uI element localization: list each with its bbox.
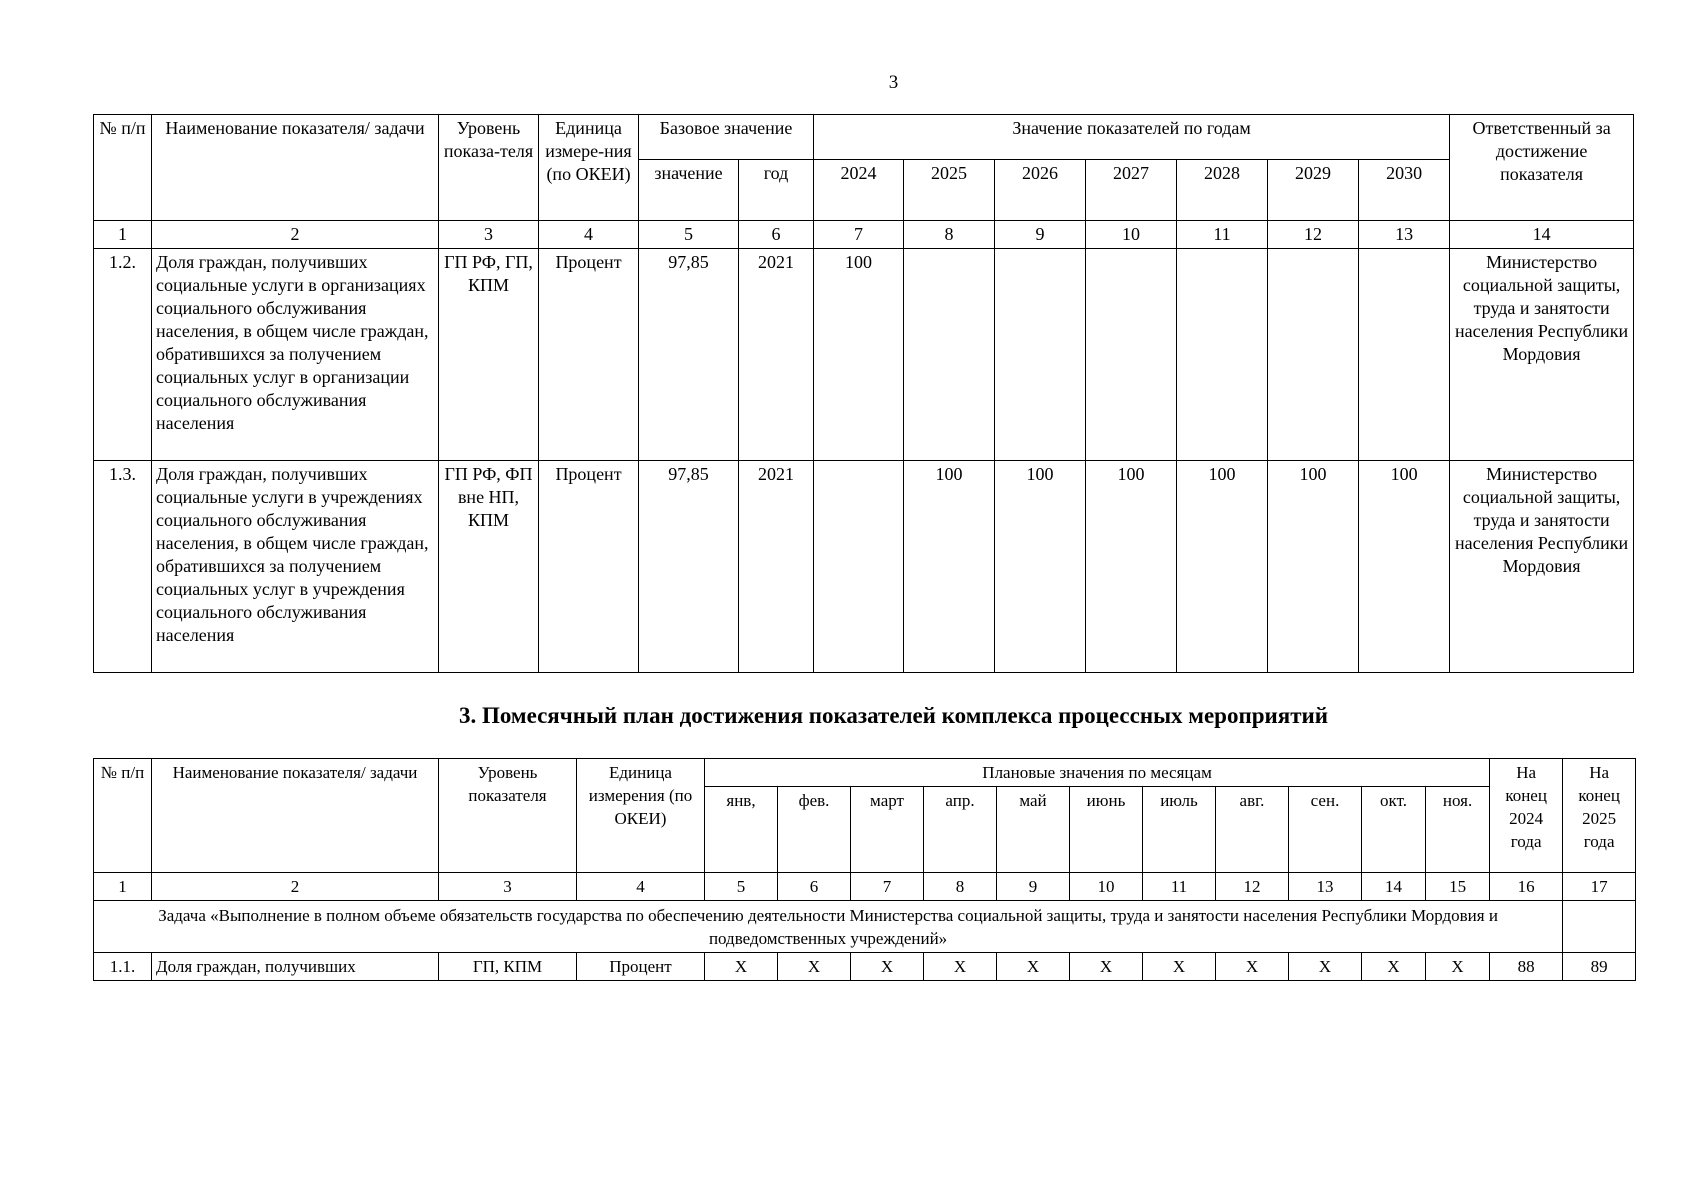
monthly-plan-table bbox=[93, 758, 1636, 981]
header-year: 2029 bbox=[1268, 160, 1359, 221]
column-number: 1 bbox=[94, 873, 152, 901]
header-unit: Единица измерения (по ОКЕИ) bbox=[577, 759, 705, 873]
row-unit: Процент bbox=[539, 249, 639, 461]
row-month-value: X bbox=[705, 953, 778, 981]
row-month-value: X bbox=[778, 953, 851, 981]
table-row bbox=[94, 953, 1636, 981]
header-month: июль bbox=[1143, 787, 1216, 873]
task-title: Задача «Выполнение в полном объеме обязательств государства по обеспечению деятельности Министерства социальной защиты, труда и занятости населения Республики Мордовия и подведомственных учреждений» bbox=[94, 901, 1563, 953]
section-title: 3. Помесячный план достижения показателей комплекса процессных мероприятий bbox=[458, 703, 1329, 728]
column-numbers-row bbox=[94, 221, 1634, 249]
task-row bbox=[94, 901, 1636, 953]
header-year: 2030 bbox=[1359, 160, 1450, 221]
row-month-value: X bbox=[1070, 953, 1143, 981]
row-month-value: X bbox=[924, 953, 997, 981]
indicators-by-year-table bbox=[93, 114, 1634, 673]
row-year-value bbox=[904, 249, 995, 461]
header-num: № п/п bbox=[94, 115, 152, 221]
row-num: 1.2. bbox=[94, 249, 152, 461]
column-number: 7 bbox=[814, 221, 904, 249]
header-end-2024: На конец 2024 года bbox=[1490, 759, 1563, 873]
header-month: март bbox=[851, 787, 924, 873]
row-base-year: 2021 bbox=[739, 249, 814, 461]
column-number: 3 bbox=[439, 221, 539, 249]
column-number: 4 bbox=[539, 221, 639, 249]
column-number: 9 bbox=[995, 221, 1086, 249]
row-base-value: 97,85 bbox=[639, 249, 739, 461]
column-number: 11 bbox=[1143, 873, 1216, 901]
row-month-value: X bbox=[1143, 953, 1216, 981]
column-number: 11 bbox=[1177, 221, 1268, 249]
header-level: Уровень показа-теля bbox=[439, 115, 539, 221]
header-by-years: Значение показателей по годам bbox=[814, 115, 1450, 160]
column-number: 16 bbox=[1490, 873, 1563, 901]
header-base-year: год bbox=[739, 160, 814, 221]
header-name: Наименование показателя/ задачи bbox=[152, 759, 439, 873]
row-end-2025: 89 bbox=[1563, 953, 1636, 981]
header-month: фев. bbox=[778, 787, 851, 873]
header-month: авг. bbox=[1216, 787, 1289, 873]
row-year-value: 100 bbox=[1359, 461, 1450, 673]
header-year: 2025 bbox=[904, 160, 995, 221]
column-number: 9 bbox=[997, 873, 1070, 901]
column-number: 12 bbox=[1216, 873, 1289, 901]
row-num: 1.3. bbox=[94, 461, 152, 673]
column-number: 8 bbox=[924, 873, 997, 901]
table-row bbox=[94, 249, 1634, 461]
row-num: 1.1. bbox=[94, 953, 152, 981]
column-number: 4 bbox=[577, 873, 705, 901]
row-base-year: 2021 bbox=[739, 461, 814, 673]
header-name: Наименование показателя/ задачи bbox=[152, 115, 439, 221]
header-month: сен. bbox=[1289, 787, 1362, 873]
row-end-2024: 88 bbox=[1490, 953, 1563, 981]
header-unit: Единица измере-ния (по ОКЕИ) bbox=[539, 115, 639, 221]
row-level: ГП, КПМ bbox=[439, 953, 577, 981]
row-year-value bbox=[1086, 249, 1177, 461]
column-number: 17 bbox=[1563, 873, 1636, 901]
column-number: 8 bbox=[904, 221, 995, 249]
header-year: 2027 bbox=[1086, 160, 1177, 221]
header-month: апр. bbox=[924, 787, 997, 873]
header-year: 2028 bbox=[1177, 160, 1268, 221]
header-month: ноя. bbox=[1426, 787, 1490, 873]
row-year-value: 100 bbox=[1177, 461, 1268, 673]
column-number: 12 bbox=[1268, 221, 1359, 249]
row-name: Доля граждан, получивших социальные услуги в организациях социального обслуживания населения, в общем числе граждан, обратившихся за получением социальных услуг в организации социального обслуживания населения bbox=[152, 249, 439, 461]
header-month: июнь bbox=[1070, 787, 1143, 873]
row-responsible: Министерство социальной защиты, труда и занятости населения Республики Мордовия bbox=[1450, 249, 1634, 461]
row-year-value bbox=[1177, 249, 1268, 461]
row-unit: Процент bbox=[577, 953, 705, 981]
task-empty-cell bbox=[1563, 901, 1636, 953]
row-year-value: 100 bbox=[1086, 461, 1177, 673]
row-year-value: 100 bbox=[995, 461, 1086, 673]
row-month-value: X bbox=[1216, 953, 1289, 981]
row-year-value bbox=[814, 461, 904, 673]
header-num: № п/п bbox=[94, 759, 152, 873]
row-year-value bbox=[1268, 249, 1359, 461]
row-level: ГП РФ, ФП вне НП, КПМ bbox=[439, 461, 539, 673]
header-month: окт. bbox=[1362, 787, 1426, 873]
row-year-value: 100 bbox=[1268, 461, 1359, 673]
row-month-value: X bbox=[851, 953, 924, 981]
header-base: Базовое значение bbox=[639, 115, 814, 160]
row-responsible: Министерство социальной защиты, труда и занятости населения Республики Мордовия bbox=[1450, 461, 1634, 673]
column-number: 10 bbox=[1070, 873, 1143, 901]
column-number: 6 bbox=[778, 873, 851, 901]
column-number: 13 bbox=[1289, 873, 1362, 901]
header-month: янв, bbox=[705, 787, 778, 873]
column-numbers-row bbox=[94, 873, 1636, 901]
column-number: 5 bbox=[639, 221, 739, 249]
row-name: Доля граждан, получивших социальные услуги в учреждениях социального обслуживания населения, в общем числе граждан, обратившихся за получением социальных услуг в учреждения социального обслуживания населения bbox=[152, 461, 439, 673]
row-base-value: 97,85 bbox=[639, 461, 739, 673]
header-responsible: Ответственный за достижение показателя bbox=[1450, 115, 1634, 221]
row-year-value: 100 bbox=[814, 249, 904, 461]
column-number: 5 bbox=[705, 873, 778, 901]
row-year-value bbox=[995, 249, 1086, 461]
column-number: 2 bbox=[152, 221, 439, 249]
header-planned: Плановые значения по месяцам bbox=[705, 759, 1490, 787]
header-level: Уровень показателя bbox=[439, 759, 577, 873]
column-number: 3 bbox=[439, 873, 577, 901]
header-month: май bbox=[997, 787, 1070, 873]
row-month-value: X bbox=[1362, 953, 1426, 981]
row-name: Доля граждан, получивших bbox=[152, 953, 439, 981]
row-month-value: X bbox=[997, 953, 1070, 981]
column-number: 14 bbox=[1450, 221, 1634, 249]
column-number: 6 bbox=[739, 221, 814, 249]
header-base-value: значение bbox=[639, 160, 739, 221]
column-number: 14 bbox=[1362, 873, 1426, 901]
column-number: 1 bbox=[94, 221, 152, 249]
column-number: 2 bbox=[152, 873, 439, 901]
row-unit: Процент bbox=[539, 461, 639, 673]
table-row bbox=[94, 461, 1634, 673]
column-number: 10 bbox=[1086, 221, 1177, 249]
header-year: 2026 bbox=[995, 160, 1086, 221]
row-month-value: X bbox=[1289, 953, 1362, 981]
column-number: 15 bbox=[1426, 873, 1490, 901]
row-year-value: 100 bbox=[904, 461, 995, 673]
page-number: 3 bbox=[888, 72, 899, 93]
row-level: ГП РФ, ГП, КПМ bbox=[439, 249, 539, 461]
row-month-value: X bbox=[1426, 953, 1490, 981]
header-end-2025: На конец 2025 года bbox=[1563, 759, 1636, 873]
header-year: 2024 bbox=[814, 160, 904, 221]
column-number: 13 bbox=[1359, 221, 1450, 249]
row-year-value bbox=[1359, 249, 1450, 461]
column-number: 7 bbox=[851, 873, 924, 901]
